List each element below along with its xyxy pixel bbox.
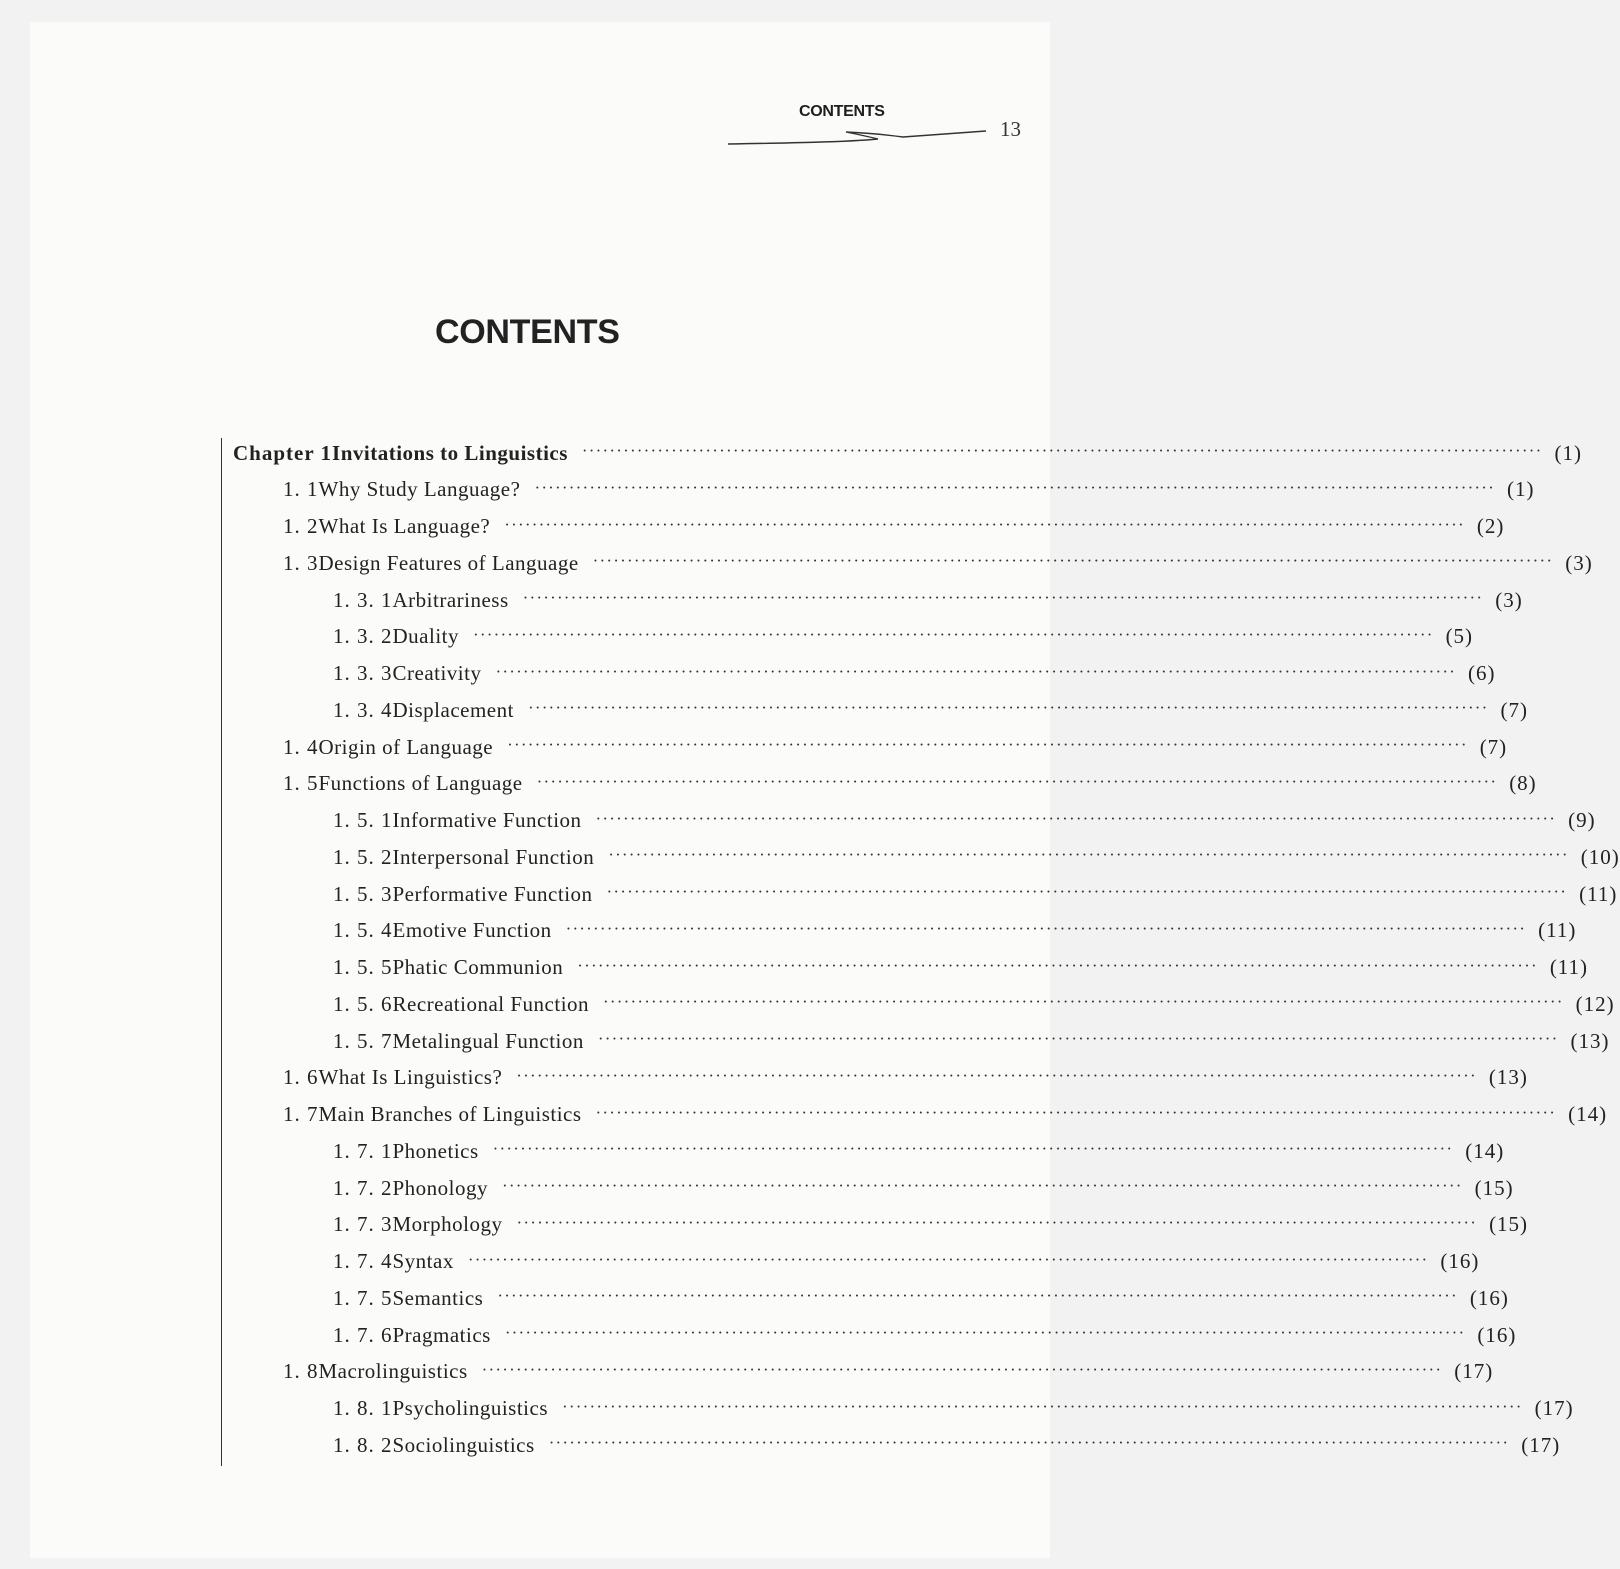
toc-entry — [333, 842, 1620, 872]
dot-leader: ············································································································································ — [536, 771, 1498, 791]
toc-entry-number: 1. 3. 1 — [333, 587, 393, 612]
dot-leader: ············································································································································ — [577, 955, 1538, 975]
dot-leader: ············································································································································ — [606, 882, 1568, 901]
toc-entry-page: (17) — [1454, 1359, 1494, 1384]
toc-entry-number: 1. 7 — [283, 1102, 319, 1126]
toc-entry-title: Morphology — [392, 1212, 503, 1237]
toc-entry-number: 1. 2 — [283, 514, 319, 538]
dot-leader: ············································································································································ — [492, 1139, 1454, 1159]
toc-entry-number: 1. 7. 5 — [333, 1285, 393, 1310]
toc-entry-page: (13) — [1570, 1028, 1610, 1053]
toc-entry-page: (17) — [1534, 1396, 1574, 1420]
toc-entry-title: Functions of Language — [318, 771, 523, 796]
toc-entry-number: 1. 3. 3 — [333, 661, 393, 685]
toc-entry-number: 1. 3 — [283, 550, 319, 575]
toc-entry-title: Phonetics — [392, 1138, 479, 1163]
toc-entry — [283, 1100, 1608, 1130]
dot-leader: ············································································································································ — [595, 808, 1557, 828]
toc-entry — [283, 475, 1535, 505]
toc-entry-page: (5) — [1445, 624, 1474, 649]
dot-leader: ············································································································································ — [516, 1212, 1478, 1232]
toc-entry — [283, 1063, 1528, 1093]
toc-entry-number: 1. 7. 3 — [333, 1212, 393, 1237]
dot-leader: ············································································································································ — [565, 918, 1527, 938]
toc-entry-page: (8) — [1509, 771, 1537, 796]
toc-entry-number: 1. 5. 5 — [333, 955, 393, 979]
toc-entry-title: Duality — [392, 624, 459, 649]
toc-entry-page: (16) — [1477, 1322, 1517, 1347]
page-title: CONTENTS — [435, 313, 620, 351]
toc-entry-number: 1. 5. 1 — [333, 808, 393, 832]
toc-entry-title: Main Branches of Linguistics — [318, 1102, 582, 1126]
dot-leader: ············································································································································ — [502, 1176, 1463, 1195]
toc-entry — [333, 1320, 1517, 1350]
toc-entry-number: 1. 1 — [283, 477, 319, 502]
dot-leader: ············································································································································ — [595, 1102, 1557, 1122]
toc-entry-page: (16) — [1469, 1285, 1509, 1310]
toc-entry-title: Design Features of Language — [318, 550, 579, 575]
toc-entry-page: (7) — [1500, 697, 1529, 722]
running-head: CONTENTS — [799, 103, 885, 120]
toc-entry — [333, 1430, 1561, 1460]
toc-entry-page: (11) — [1549, 955, 1589, 979]
page-number: 13 — [1000, 117, 1021, 141]
toc-entry-page: (11) — [1579, 881, 1618, 906]
dot-leader: ············································································································································ — [608, 845, 1569, 865]
dot-leader: ············································································································································ — [497, 1286, 1458, 1306]
toc-entry-title: What Is Language? — [318, 514, 491, 538]
toc-entry-page: (17) — [1521, 1432, 1561, 1457]
toc-entry — [333, 879, 1618, 909]
toc-entry-page: (6) — [1468, 661, 1496, 685]
toc-entry-number: 1. 5. 4 — [333, 918, 393, 943]
dot-leader: ············································································································································ — [597, 1029, 1559, 1048]
toc-entry — [283, 1357, 1494, 1387]
toc-entry-number: 1. 5. 3 — [333, 881, 393, 906]
dot-leader: ············································································································································ — [507, 735, 1468, 754]
vertical-rule — [221, 438, 222, 1466]
toc-entry-title: Syntax — [392, 1249, 454, 1273]
toc-entry — [333, 622, 1474, 652]
toc-entry-title: Informative Function — [392, 808, 582, 832]
toc-entry-number: 1. 8 — [283, 1359, 319, 1384]
toc-entry-page: (2) — [1476, 514, 1505, 538]
toc-entry — [333, 585, 1523, 615]
dot-leader: ············································································································································ — [603, 992, 1564, 1012]
toc-entry-number: Chapter 1 — [233, 440, 333, 465]
toc-entry-number: 1. 5. 7 — [333, 1028, 393, 1053]
toc-entry-page: (7) — [1479, 734, 1508, 759]
toc-entry — [333, 1283, 1509, 1313]
toc-entry-title: Arbitrariness — [392, 587, 509, 612]
toc-entry-number: 1. 4 — [283, 734, 319, 759]
header-swoosh-icon — [728, 124, 990, 150]
toc-entry-title: Displacement — [392, 697, 514, 722]
toc-entry — [283, 548, 1593, 578]
toc-entry-title: Origin of Language — [318, 734, 494, 759]
toc-entry-page: (3) — [1565, 550, 1593, 575]
toc-entry — [333, 1136, 1505, 1166]
toc-entry-number: 1. 3. 4 — [333, 697, 393, 722]
toc-entry-page: (1) — [1507, 477, 1535, 502]
toc-entry — [333, 806, 1596, 836]
dot-leader: ············································································································································ — [504, 1323, 1466, 1342]
toc-entry-number: 1. 3. 2 — [333, 624, 393, 649]
toc-entry-number: 1. 7. 2 — [333, 1175, 393, 1200]
dot-leader: ············································································································································ — [504, 514, 1465, 534]
toc-entry-number: 1. 7. 1 — [333, 1138, 393, 1163]
toc-entry-title: Interpersonal Function — [392, 844, 595, 869]
dot-leader: ············································································································································ — [516, 1065, 1477, 1085]
toc-entry-title: Macrolinguistics — [318, 1359, 468, 1384]
toc-entry-page: (13) — [1488, 1065, 1528, 1090]
toc-entry — [333, 1210, 1529, 1240]
toc-entry-number: 1. 8. 1 — [333, 1396, 393, 1420]
toc-entry-page: (1) — [1554, 440, 1582, 465]
dot-leader: ············································································································································ — [592, 551, 1554, 571]
toc-entry — [333, 989, 1615, 1019]
dot-leader: ············································································································································ — [548, 1433, 1510, 1453]
toc-entry-title: Why Study Language? — [318, 477, 521, 502]
dot-leader: ············································································································································ — [522, 588, 1484, 607]
toc-entry — [333, 1394, 1574, 1424]
toc-entry-title: Metalingual Function — [392, 1028, 584, 1053]
toc-entry — [333, 659, 1496, 689]
dot-leader: ············································································································································ — [581, 441, 1543, 460]
toc-entry — [283, 769, 1537, 799]
toc-entry — [333, 1026, 1610, 1056]
toc-entry-number: 1. 7. 4 — [333, 1249, 393, 1273]
toc-entry-title: Invitations to Linguistics — [332, 440, 568, 465]
toc-entry — [333, 1247, 1480, 1277]
toc-entry-number: 1. 5. 6 — [333, 991, 393, 1016]
dot-leader: ············································································································································ — [527, 698, 1489, 718]
toc-entry — [333, 916, 1577, 946]
toc-entry-number: 1. 5 — [283, 771, 319, 796]
toc-entry — [283, 512, 1505, 542]
toc-entry — [333, 1173, 1514, 1203]
dot-leader: ············································································································································ — [534, 477, 1496, 497]
toc-entry-title: Recreational Function — [392, 991, 590, 1016]
toc-entry — [333, 695, 1529, 725]
toc-entry-page: (15) — [1489, 1212, 1529, 1237]
toc-entry-page: (15) — [1474, 1175, 1514, 1200]
toc-entry-title: Semantics — [392, 1285, 484, 1310]
toc-entry-title: Creativity — [392, 661, 482, 685]
toc-entry-title: Psycholinguistics — [392, 1396, 549, 1420]
dot-leader: ············································································································································ — [562, 1396, 1523, 1416]
toc-entry-page: (16) — [1440, 1249, 1480, 1273]
toc-entry-page: (10) — [1580, 844, 1620, 869]
toc-entry — [333, 953, 1589, 983]
dot-leader: ············································································································································ — [473, 624, 1434, 644]
toc-entry-page: (11) — [1538, 918, 1577, 943]
toc-entry-number: 1. 7. 6 — [333, 1322, 393, 1347]
toc-entry-page: (9) — [1568, 808, 1596, 832]
toc-entry-page: (14) — [1465, 1138, 1505, 1163]
toc-entry-title: Sociolinguistics — [392, 1432, 535, 1457]
toc-entry-title: Pragmatics — [392, 1322, 491, 1347]
toc-entry-number: 1. 5. 2 — [333, 844, 393, 869]
toc-entry-page: (3) — [1495, 587, 1523, 612]
toc-entry — [283, 732, 1508, 762]
dot-leader: ············································································································································ — [467, 1249, 1429, 1269]
toc-entry-title: Phatic Communion — [392, 955, 564, 979]
toc-entry-title: Emotive Function — [392, 918, 552, 943]
dot-leader: ············································································································································ — [495, 661, 1457, 681]
toc-entry-page: (12) — [1575, 991, 1615, 1016]
toc-entry-number: 1. 8. 2 — [333, 1432, 393, 1457]
dot-leader: ············································································································································ — [481, 1359, 1443, 1379]
toc-entry-title: Performative Function — [392, 881, 593, 906]
toc-entry-title: What Is Linguistics? — [318, 1065, 503, 1090]
toc-entry-number: 1. 6 — [283, 1065, 319, 1090]
toc-entry-title: Phonology — [392, 1175, 489, 1200]
toc-entry-page: (14) — [1568, 1102, 1608, 1126]
toc-chapter-entry — [233, 438, 1582, 468]
